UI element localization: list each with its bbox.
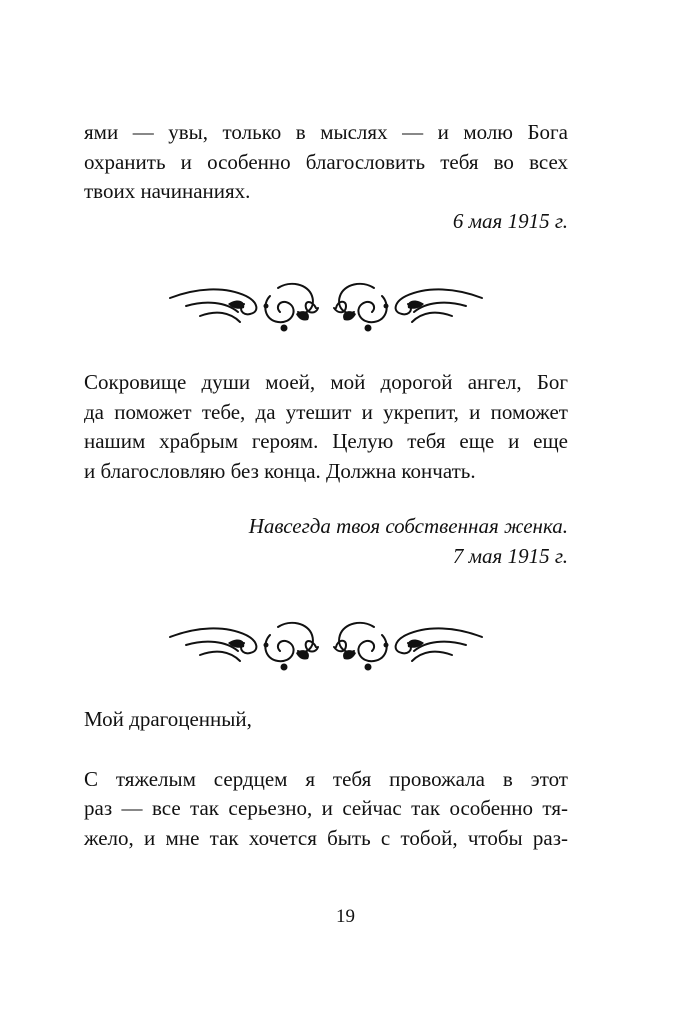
text-line: раз — все так серьезно, и сейчас так особенно тя- bbox=[84, 796, 568, 820]
letter3-paragraph bbox=[84, 765, 568, 854]
page-body bbox=[84, 118, 568, 853]
ornament-divider-icon bbox=[166, 615, 486, 675]
letter2-paragraph bbox=[84, 368, 568, 486]
text-line: нашим храбрым героям. Целую тебя еще и еще bbox=[84, 429, 568, 453]
text-line: твоих начинаниях. bbox=[84, 179, 251, 203]
text-line: жело, и мне так хочется быть с тобой, чтобы раз- bbox=[84, 825, 568, 850]
letter1-date: 6 мая 1915 г. bbox=[452, 208, 568, 233]
letter2-date: 7 мая 1915 г. bbox=[452, 543, 568, 568]
text-line: ями — увы, только в мыслях — и молю Бога bbox=[84, 120, 568, 144]
text-line: охранить и особенно благословить тебя во всех bbox=[84, 149, 568, 174]
text-line: и благословляю без конца. Должна кончать. bbox=[84, 458, 476, 483]
ornament-divider-icon bbox=[166, 276, 486, 336]
text-line: С тяжелым сердцем я тебя провожала в этот bbox=[84, 766, 568, 791]
text-line: да поможет тебе, да утешит и укрепит, и поможет bbox=[84, 399, 568, 424]
text-line: Сокровище души моей, мой дорогой ангел, Бог bbox=[84, 370, 568, 394]
letter2-signature: Навсегда твоя собственная женка. bbox=[248, 514, 568, 538]
letter3-salutation: Мой драгоценный, bbox=[84, 707, 252, 731]
page-number: 19 bbox=[336, 906, 355, 927]
letter1-paragraph bbox=[84, 118, 568, 207]
